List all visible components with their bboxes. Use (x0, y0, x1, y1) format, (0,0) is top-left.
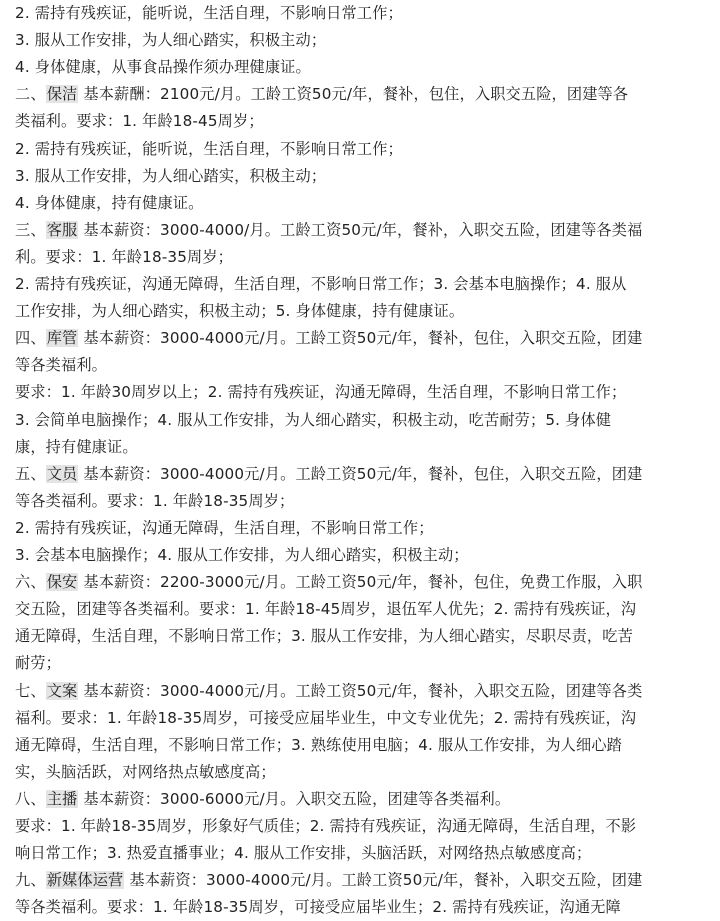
line-text: 八、 (15, 789, 46, 808)
text-line (15, 27, 706, 54)
text-line (15, 379, 706, 406)
line-text: 3. 服从工作安排，为人细心踏实，积极主动； (15, 31, 327, 50)
text-line (15, 244, 706, 271)
line-text: 基本薪资：3000-4000/月。工龄工资50元/年，餐补，入职交五险，团建等各类福 (78, 220, 643, 239)
text-line (15, 54, 706, 81)
line-text: 基本薪酬：2100元/月。工龄工资50元/年，餐补，包住，入职交五险，团建等各 (78, 85, 629, 104)
line-text: 4. 身体健康，从事食品操作须办理健康证。 (15, 58, 311, 77)
job-title-highlight: 保安 (46, 573, 78, 592)
line-text: 六、 (15, 573, 46, 592)
line-text: 2. 需持有残疾证，沟通无障碍，生活自理，不影响日常工作； (15, 518, 434, 537)
line-text: 基本薪资：2200-3000元/月。工龄工资50元/年，餐补，包住，免费工作服，入职 (78, 573, 643, 592)
line-text: 基本薪资：3000-4000元/月。工龄工资50元/年，餐补，入职交五险，团建 (124, 871, 643, 890)
job-title-highlight: 文员 (46, 464, 78, 483)
line-text: 要求：1. 年龄18-35周岁，形象好气质佳；2. 需持有残疾证，沟通无障碍，生活自理，不影 (15, 817, 637, 835)
text-line (15, 515, 706, 542)
line-text: 五、 (15, 464, 46, 483)
text-line (15, 108, 706, 135)
line-text: 通无障碍，生活自理，不影响日常工作；3. 熟练使用电脑；4. 服从工作安排，为人细心踏 (15, 735, 623, 754)
text-line (15, 434, 706, 461)
text-line (15, 136, 706, 163)
line-text: 基本薪资：3000-4000元/月。工龄工资50元/年，餐补，入职交五险，团建等各类 (78, 681, 643, 700)
job-title-highlight: 客服 (46, 220, 78, 239)
text-line (15, 190, 706, 217)
text-line (15, 569, 706, 596)
text-line (15, 705, 706, 732)
line-text: 基本薪资：3000-6000元/月。入职交五险，团建等各类福利。 (78, 789, 511, 808)
text-line (15, 732, 706, 759)
text-line (15, 461, 706, 488)
line-text: 七、 (15, 681, 46, 700)
text-line (15, 217, 706, 244)
line-text: 3. 服从工作安排，为人细心踏实，积极主动； (15, 166, 327, 185)
line-text: 四、 (15, 329, 46, 348)
line-text: 通无障碍，生活自理，不影响日常工作；3. 服从工作安排，为人细心踏实，尽职尽责，吃苦 (15, 627, 633, 646)
line-text: 响日常工作；3. 热爱直播事业；4. 服从工作安排，头脑活跃，对网络热点敏感度高； (15, 844, 592, 863)
line-text: 等各类福利。要求：1. 年龄18-35周岁； (15, 491, 295, 510)
text-line (15, 596, 706, 623)
text-line (15, 352, 706, 379)
line-text: 交五险，团建等各类福利。要求：1. 年龄18-45周岁，退伍军人优先；2. 需持有残疾证，沟 (15, 600, 637, 619)
text-line (15, 407, 706, 434)
line-text: 三、 (15, 220, 46, 239)
line-text: 要求：1. 年龄30周岁以上；2. 需持有残疾证，沟通无障碍，生活自理，不影响日常工作； (15, 383, 627, 402)
text-line (15, 786, 706, 813)
line-text: 等各类福利。 (15, 356, 108, 375)
text-line (15, 813, 706, 840)
text-line (15, 840, 706, 867)
line-text: 二、 (15, 85, 46, 104)
text-line (15, 298, 706, 325)
text-line (15, 81, 706, 108)
job-title-highlight: 库管 (46, 329, 78, 348)
job-title-highlight: 新媒体运营 (46, 871, 124, 890)
text-line (15, 0, 706, 27)
text-line (15, 325, 706, 352)
text-line (15, 488, 706, 515)
line-text: 福利。要求：1. 年龄18-35周岁，可接受应届毕业生，中文专业优先；2. 需持有残疾证，沟 (15, 708, 637, 727)
line-text: 3. 会基本电脑操作；4. 服从工作安排，为人细心踏实，积极主动； (15, 546, 469, 564)
line-text: 九、 (15, 871, 46, 890)
line-text: 2. 需持有残疾证，沟通无障碍，生活自理，不影响日常工作；3. 会基本电脑操作；4. 服从 (15, 275, 627, 293)
line-text: 3. 会简单电脑操作；4. 服从工作安排，为人细心踏实，积极主动，吃苦耐劳；5. 身体健 (15, 410, 612, 429)
text-line (15, 542, 706, 569)
text-line (15, 271, 706, 298)
job-title-highlight: 保洁 (46, 85, 78, 104)
job-title-highlight: 主播 (46, 789, 78, 808)
line-text: 实，头脑活跃，对网络热点敏感度高； (15, 762, 276, 781)
line-text: 耐劳； (15, 654, 62, 673)
job-title-highlight: 文案 (46, 681, 78, 700)
text-line (15, 759, 706, 786)
line-text: 类福利。要求：1. 年龄18-45周岁； (15, 112, 264, 131)
text-line (15, 623, 706, 650)
line-text: 2. 需持有残疾证，能听说，生活自理，不影响日常工作； (15, 4, 403, 22)
text-line (15, 867, 706, 894)
line-text: 等各类福利。要求：1. 年龄18-35周岁，可接受应届毕业生；2. 需持有残疾证，沟通无障 (15, 898, 621, 917)
text-line (15, 650, 706, 677)
text-line (15, 163, 706, 190)
line-text: 4. 身体健康，持有健康证。 (15, 193, 204, 212)
line-text: 2. 需持有残疾证，能听说，生活自理，不影响日常工作； (15, 139, 403, 158)
line-text: 康，持有健康证。 (15, 437, 138, 456)
text-line (15, 678, 706, 705)
line-text: 利。要求：1. 年龄18-35周岁； (15, 247, 234, 266)
line-text: 工作安排，为人细心踏实，积极主动；5. 身体健康，持有健康证。 (15, 302, 465, 321)
line-text: 基本薪资：3000-4000元/月。工龄工资50元/年，餐补，包住，入职交五险，团建 (78, 464, 643, 483)
text-line (15, 894, 706, 921)
line-text: 基本薪资：3000-4000元/月。工龄工资50元/年，餐补，包住，入职交五险，团建 (78, 329, 643, 348)
